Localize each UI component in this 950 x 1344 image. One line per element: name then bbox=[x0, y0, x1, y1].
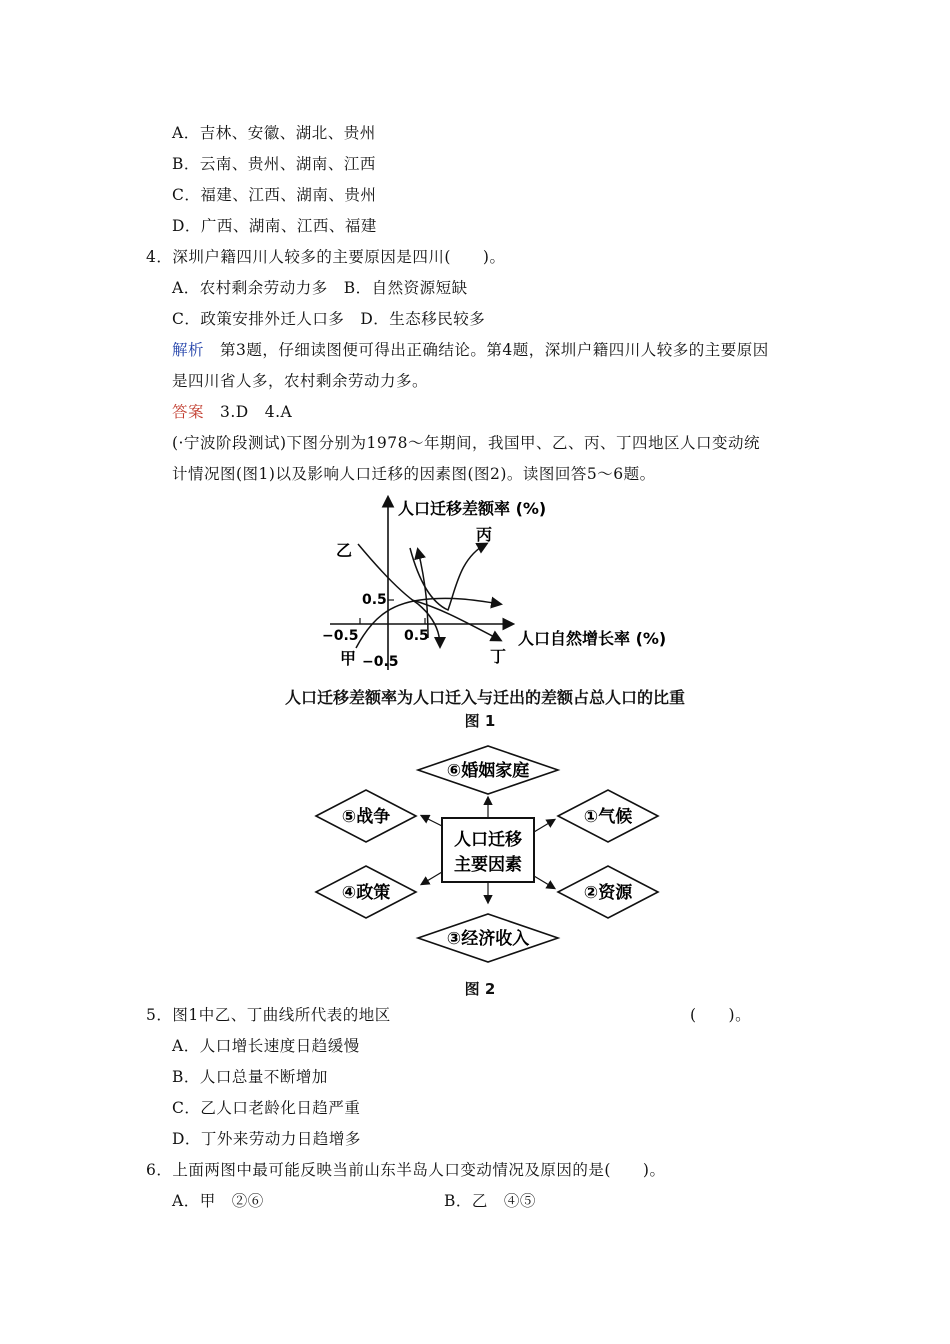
q5-bracket: ( )。 bbox=[690, 1006, 752, 1024]
answer-line bbox=[172, 402, 292, 422]
q4-stem: 4．深圳户籍四川人较多的主要原因是四川( )。 bbox=[146, 248, 506, 266]
q4-options-row2: C．政策安排外迁人口多 D．生态移民较多 bbox=[172, 310, 486, 328]
intro-line2: 计情况图(图1)以及影响人口迁移的因素图(图2)。读图回答5～6题。 bbox=[172, 465, 656, 483]
series-label-bing: 丙 bbox=[476, 525, 493, 544]
factor-top: ⑥婚姻家庭 bbox=[446, 761, 530, 781]
q5-stem: 5．图1中乙、丁曲线所代表的地区 bbox=[146, 1006, 391, 1024]
factor-upper-right: ①气候 bbox=[583, 807, 633, 827]
figure1-note: 人口迁移差额率为人口迁入与迁出的差额占总人口的比重 bbox=[284, 688, 685, 707]
figure2-label: 图 2 bbox=[464, 980, 496, 998]
arrow-to-upper-right bbox=[534, 820, 554, 832]
factor-lower-right: ②资源 bbox=[583, 883, 633, 903]
center-line1: 人口迁移 bbox=[454, 830, 522, 850]
arrow-to-lower-left bbox=[422, 872, 442, 884]
x-axis-label: 人口自然增长率 (%) bbox=[518, 629, 667, 648]
q4-options-row1: A．农村剩余劳动力多 B．自然资源短缺 bbox=[172, 279, 468, 297]
answer-tag: 答案 bbox=[172, 403, 205, 421]
intro-line1: (·宁波阶段测试)下图分别为1978～年期间，我国甲、乙、丙、丁四地区人口变动统 bbox=[172, 434, 760, 452]
answer-text: 3.D 4.A bbox=[204, 403, 293, 421]
q5-option-a: A．人口增长速度日趋缓慢 bbox=[172, 1037, 360, 1055]
y-axis-label: 人口迁移差额率 (%) bbox=[398, 499, 547, 518]
factor-lower-left: ④政策 bbox=[341, 883, 391, 903]
q3-option-a: A．吉林、安徽、湖北、贵州 bbox=[172, 124, 376, 142]
factor-bottom: ③经济收入 bbox=[446, 929, 530, 949]
figure1-chart bbox=[300, 488, 700, 678]
center-line2: 主要因素 bbox=[454, 855, 522, 875]
q5-option-b: B．人口总量不断增加 bbox=[172, 1068, 328, 1086]
series-label-ding: 丁 bbox=[490, 647, 507, 666]
q3-option-d: D．广西、湖南、江西、福建 bbox=[172, 217, 377, 235]
series-label-jia: 甲 bbox=[340, 649, 357, 668]
figure2-diagram bbox=[310, 740, 680, 972]
q6-option-b: B．乙 ④⑤ bbox=[444, 1192, 536, 1210]
arrow-to-lower-right bbox=[534, 876, 554, 888]
q5-option-d: D．丁外来劳动力日趋增多 bbox=[172, 1130, 361, 1148]
q5-option-c: C．乙人口老龄化日趋严重 bbox=[172, 1099, 361, 1117]
q3-option-b: B．云南、贵州、湖南、江西 bbox=[172, 155, 376, 173]
figure1-label: 图 1 bbox=[464, 712, 496, 730]
analysis-line2: 是四川省人多，农村剩余劳动力多。 bbox=[172, 372, 429, 390]
y-tick-label-pos: 0.5 bbox=[362, 592, 387, 608]
x-tick-label-neg: −0.5 bbox=[322, 628, 359, 644]
q6-stem: 6．上面两图中最可能反映当前山东半岛人口变动情况及原因的是( )。 bbox=[146, 1161, 666, 1179]
analysis-line1 bbox=[172, 340, 769, 360]
q6-option-a: A．甲 ②⑥ bbox=[172, 1192, 264, 1210]
series-label-yi: 乙 bbox=[336, 541, 353, 560]
analysis-text: 第3题，仔细读图便可得出正确结论。第4题，深圳户籍四川人较多的主要原因 bbox=[204, 341, 769, 359]
factor-upper-left: ⑤战争 bbox=[341, 807, 391, 827]
y-tick-label-neg: −0.5 bbox=[362, 654, 399, 670]
analysis-tag: 解析 bbox=[172, 341, 205, 359]
x-tick-label-pos: 0.5 bbox=[404, 628, 429, 644]
q3-option-c: C．福建、江西、湖南、贵州 bbox=[172, 186, 377, 204]
arrow-to-upper-left bbox=[422, 816, 442, 826]
